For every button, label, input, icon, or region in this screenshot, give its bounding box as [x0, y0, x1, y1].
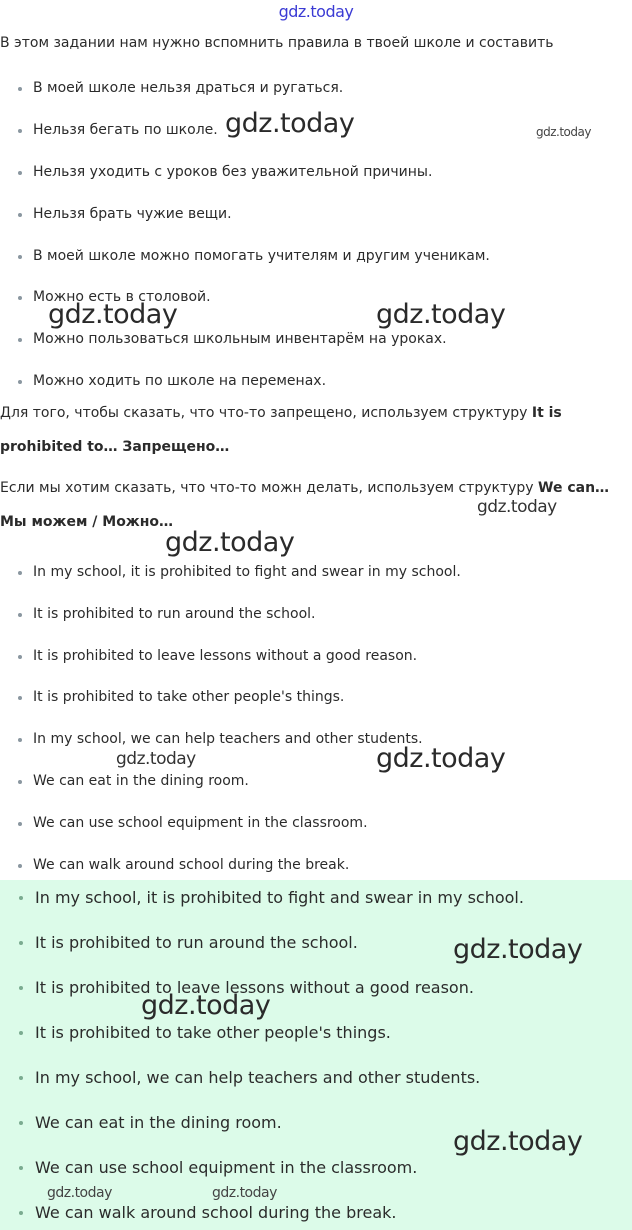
bullet-icon — [19, 896, 23, 900]
bullet-icon — [18, 864, 22, 868]
watermark: gdz.today — [477, 497, 557, 517]
bullet-icon — [18, 571, 22, 575]
bullet-icon — [18, 696, 22, 700]
can-explanation: Если мы хотим сказать, что что-то можн делать, используем структуру We can… Мы можем / Можно… — [0, 480, 610, 530]
watermark: gdz.today — [225, 108, 355, 139]
watermark: gdz.today — [165, 527, 295, 558]
bullet-icon — [18, 255, 22, 259]
bullet-icon — [18, 738, 22, 742]
bullet-icon — [18, 822, 22, 826]
bullet-icon — [19, 1211, 23, 1215]
watermark: gdz.today — [47, 1185, 112, 1201]
answer-block: In my school, it is prohibited to fight and swear in my school. It is prohibited to run around the school. It is prohibited to leave lessons without a good reason. It is prohibited to take other people's things. In my school, we can help teachers and other students. We can eat in the dining room. We can use school equipment in the classroom. We can walk around school during the break. — [0, 880, 632, 1230]
watermark: gdz.today — [48, 299, 178, 330]
bullet-icon — [18, 613, 22, 617]
watermark: gdz.today — [116, 749, 196, 769]
prohibited-structure: It is prohibited to… Запрещено… — [0, 405, 562, 455]
watermark: gdz.today — [141, 990, 271, 1021]
bullet-icon — [18, 87, 22, 91]
watermark: gdz.today — [453, 934, 583, 965]
bullet-icon — [18, 338, 22, 342]
watermark: gdz.today — [453, 1126, 583, 1157]
bullet-icon — [19, 1076, 23, 1080]
bullet-icon — [18, 129, 22, 133]
site-logo[interactable]: gdz.today — [278, 2, 354, 21]
can-structure: We can… Мы можем / Можно… — [0, 480, 610, 530]
watermark: gdz.today — [376, 743, 506, 774]
watermark: gdz.today — [376, 299, 506, 330]
bullet-icon — [18, 655, 22, 659]
bullet-icon — [18, 296, 22, 300]
watermark: gdz.today — [212, 1185, 277, 1201]
bullet-icon — [19, 986, 23, 990]
bullet-icon — [18, 213, 22, 217]
bullet-icon — [19, 1121, 23, 1125]
bullet-icon — [18, 171, 22, 175]
bullet-icon — [18, 380, 22, 384]
bullet-icon — [18, 780, 22, 784]
bullet-icon — [19, 1166, 23, 1170]
watermark: gdz.today — [536, 125, 591, 139]
bullet-icon — [19, 1031, 23, 1035]
bullet-icon — [19, 941, 23, 945]
prohibited-explanation: Для того, чтобы сказать, что что-то запрещено, используем структуру It is prohibited to… Запрещено… — [0, 405, 562, 455]
intro-text: В этом задании нам нужно вспомнить правила в твоей школе и составить — [0, 35, 554, 51]
